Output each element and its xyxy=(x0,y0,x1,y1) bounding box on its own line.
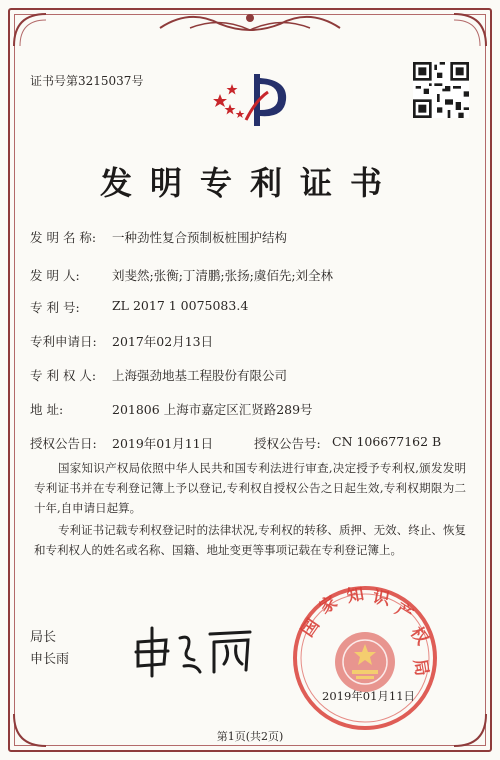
grant-number-value: CN 106677162 B xyxy=(332,434,442,449)
top-ornament xyxy=(150,6,350,36)
corner-ornament-tl xyxy=(10,10,50,50)
patent-number-value: ZL 2017 1 0075083.4 xyxy=(112,298,249,313)
grant-date-value: 2019年01月11日 xyxy=(112,436,214,451)
address-label: 地 址: xyxy=(30,402,64,417)
director-title: 局长 xyxy=(30,630,57,645)
address-value: 201806 上海市嘉定区汇贤路289号 xyxy=(112,402,313,417)
patentee-label: 专 利 权 人: xyxy=(30,368,97,383)
invention-name-label: 发 明 名 称: xyxy=(30,230,97,245)
handwritten-signature xyxy=(130,620,260,680)
svg-text:国: 国 xyxy=(297,615,324,641)
filing-date-value: 2017年02月13日 xyxy=(112,334,214,349)
page-title: 发明专利证书 xyxy=(99,164,400,202)
svg-text:家: 家 xyxy=(316,592,342,619)
inventor-label: 发 明 人: xyxy=(30,268,80,283)
patentee-value: 上海强劲地基工程股份有限公司 xyxy=(112,368,288,383)
certificate-number: 证书号第3215037号 xyxy=(30,74,144,88)
svg-text:权: 权 xyxy=(405,623,433,649)
svg-text:局: 局 xyxy=(409,657,432,678)
seal-date: 2019年01月11日 xyxy=(322,689,416,703)
grant-number-label: 授权公告号: xyxy=(254,436,321,451)
cnipa-logo xyxy=(206,70,296,130)
grant-date-label: 授权公告日: xyxy=(30,436,97,451)
official-seal xyxy=(280,580,450,740)
inventor-value: 刘斐然;张衡;丁清鹏;张扬;虞佰先;刘全林 xyxy=(112,268,334,283)
patent-number-label: 专 利 号: xyxy=(30,300,80,315)
qr-code xyxy=(413,62,469,118)
svg-text:产: 产 xyxy=(391,599,417,626)
page-number: 第1页(共2页) xyxy=(216,730,284,743)
svg-text:识: 识 xyxy=(371,587,392,610)
invention-name-value: 一种劲性复合预制板桩围护结构 xyxy=(112,230,288,245)
body-paragraph-2: 专利证书记载专利权登记时的法律状况,专利权的转移、质押、无效、终止、恢复和专利权人的姓名或名称、国籍、地址变更等事项记载在专利登记簿上。 xyxy=(34,523,466,557)
body-paragraph-1: 国家知识产权局依照中华人民共和国专利法进行审查,决定授予专利权,颁发发明专利证书并在专利登记簿上予以登记,专利权自授权公告之日起生效,专利权期限为二十年,自申请日起算。 xyxy=(34,461,466,515)
corner-ornament-tr xyxy=(450,10,490,50)
director-name: 申长雨 xyxy=(30,652,70,667)
svg-text:知: 知 xyxy=(345,584,366,607)
filing-date-label: 专利申请日: xyxy=(30,334,97,349)
